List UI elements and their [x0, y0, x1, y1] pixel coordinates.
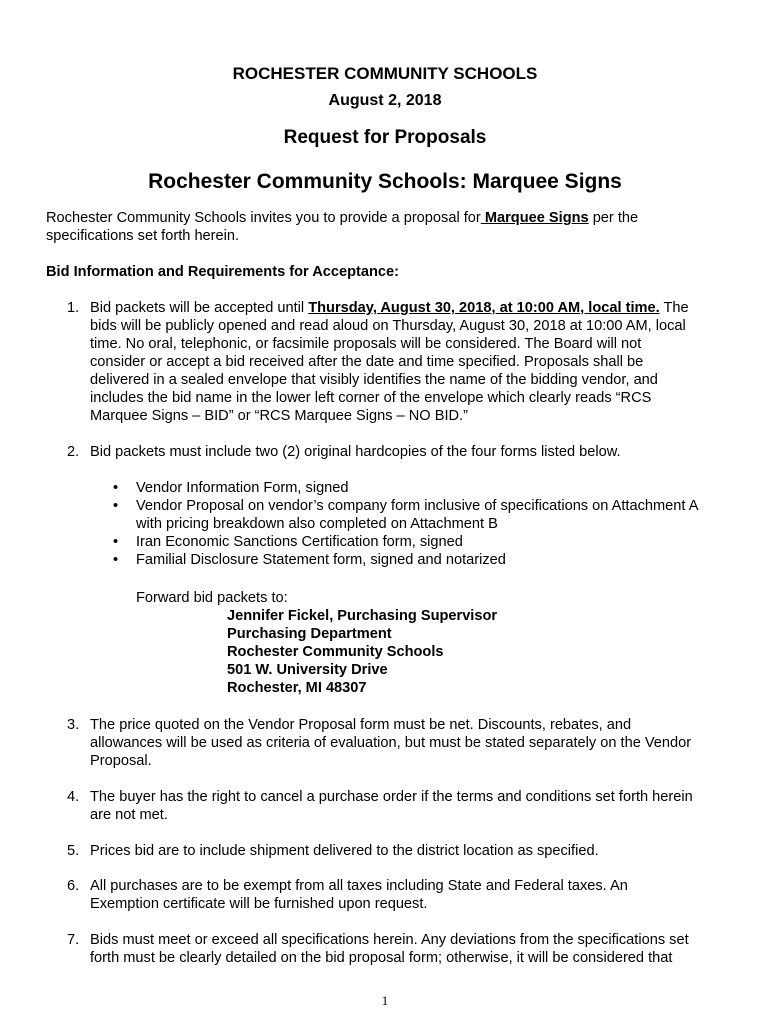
forward-label: Forward bid packets to: [136, 590, 288, 606]
item-number-1: 1. [67, 300, 80, 316]
item-3-line-1: The price quoted on the Vendor Proposal form must be net. Discounts, rebates, and [90, 717, 632, 733]
bullet-mark: • [113, 498, 119, 514]
bullet-item-3: Iran Economic Sanctions Certification form, signed [136, 534, 463, 550]
item-2-line-1: Bid packets must include two (2) original hardcopies of the four forms listed below. [90, 444, 621, 460]
address-line-2: Purchasing Department [227, 626, 392, 642]
intro-text: Rochester Community Schools invites you to provide a proposal for [46, 210, 481, 226]
item-1-text-end: The [659, 300, 689, 316]
marquee-signs-emphasis: Marquee Signs [480, 210, 589, 226]
org-heading: ROCHESTER COMMUNITY SCHOOLS [232, 64, 538, 83]
item-1-line-6: includes the bid name in the lower left corner of the envelope which clearly reads “RCS [90, 390, 652, 406]
item-7-line-2: forth must be clearly detailed on the bid proposal form; otherwise, it will be considered that [90, 950, 673, 966]
intro-line-1 [46, 209, 638, 227]
item-1-line-7: Marquee Signs – BID” or “RCS Marquee Signs – NO BID.” [90, 408, 468, 424]
item-number-7: 7. [67, 932, 80, 948]
item-1-text: Bid packets will be accepted until [90, 300, 309, 316]
item-number-2: 2. [67, 444, 80, 460]
address-line-4: 501 W. University Drive [227, 662, 388, 678]
item-3-line-3: Proposal. [90, 753, 152, 769]
page-number: 1 [381, 993, 389, 1008]
item-number-6: 6. [67, 878, 80, 894]
intro-text-end: per the [588, 210, 639, 226]
item-1-line-4: consider or accept a bid received after the date and time specified. Proposals shall be [90, 354, 644, 370]
address-line-1: Jennifer Fickel, Purchasing Supervisor [227, 608, 498, 624]
date-heading: August 2, 2018 [328, 92, 442, 109]
item-6-line-1: All purchases are to be exempt from all taxes including State and Federal taxes. An [90, 878, 628, 894]
item-number-4: 4. [67, 789, 80, 805]
bullet-item-4: Familial Disclosure Statement form, signed and notarized [136, 552, 506, 568]
item-number-5: 5. [67, 843, 80, 859]
item-1-line-1 [90, 299, 689, 317]
deadline-emphasis: Thursday, August 30, 2018, at 10:00 AM, local time. [308, 300, 660, 316]
document-title: Rochester Community Schools: Marquee Signs [148, 170, 622, 193]
section-heading: Bid Information and Requirements for Acceptance: [46, 264, 400, 280]
bullet-mark: • [113, 480, 119, 496]
item-3-line-2: allowances will be used as criteria of evaluation, but must be stated separately on the Vendor [90, 735, 692, 751]
item-4-line-2: are not met. [90, 807, 168, 823]
bullet-item-2: Vendor Proposal on vendor’s company form inclusive of specifications on Attachment A [136, 498, 699, 514]
item-6-line-2: Exemption certificate will be furnished upon request. [90, 896, 428, 912]
item-1-line-5: delivered in a sealed envelope that visibly identifies the name of the bidding vendor, and [90, 372, 658, 388]
bullet-item-1: Vendor Information Form, signed [136, 480, 349, 496]
item-7-line-1: Bids must meet or exceed all specifications herein. Any deviations from the specifications set [90, 932, 689, 948]
bullet-mark: • [113, 534, 119, 550]
item-4-line-1: The buyer has the right to cancel a purchase order if the terms and conditions set forth herein [90, 789, 693, 805]
intro-line-2: specifications set forth herein. [46, 228, 240, 244]
item-1-line-2: bids will be publicly opened and read aloud on Thursday, August 30, 2018 at 10:00 AM, local [90, 318, 686, 334]
address-line-3: Rochester Community Schools [227, 644, 444, 660]
bullet-item-2-cont: with pricing breakdown also completed on Attachment B [136, 516, 498, 532]
rfp-heading: Request for Proposals [283, 127, 487, 148]
item-1-line-3: time. No oral, telephonic, or facsimile proposals will be considered. The Board will not [90, 336, 642, 352]
item-5-line-1: Prices bid are to include shipment delivered to the district location as specified. [90, 843, 599, 859]
bullet-mark: • [113, 552, 119, 568]
address-line-5: Rochester, MI 48307 [227, 680, 367, 696]
item-number-3: 3. [67, 717, 80, 733]
